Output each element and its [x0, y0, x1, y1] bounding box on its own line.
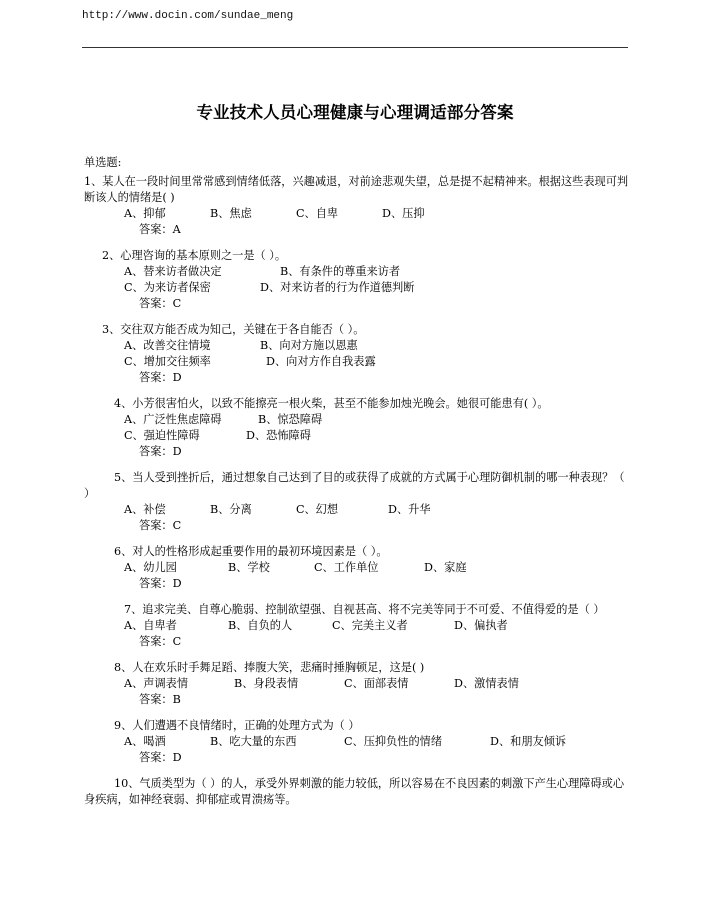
answer: 答案：D: [139, 751, 182, 764]
option-d: D、家庭: [424, 561, 467, 574]
option-b: B、学校: [228, 561, 270, 574]
section-label: 单选题:: [84, 156, 122, 169]
answer: 答案：C: [139, 519, 182, 532]
answer: 答案：C: [139, 297, 182, 310]
option-c: C、工作单位: [314, 561, 379, 574]
option-d: D、偏执者: [454, 619, 508, 632]
option-a: A、自卑者: [124, 619, 177, 632]
answer: 答案：C: [139, 635, 182, 648]
options-row: [84, 338, 630, 354]
options-row: [84, 206, 630, 222]
source-url: http://www.docin.com/sundae_meng: [82, 10, 294, 22]
document-body: [84, 155, 630, 808]
question-text: 1、某人在一段时间里常常感到情绪低落，兴趣减退，对前途悲观失望，总是提不起精神来。根据这些表现可判断该人的情绪是( ): [84, 175, 629, 204]
document-title: 专业技术人员心理健康与心理调适部分答案: [196, 103, 514, 122]
option-a: A、广泛性焦虑障碍: [124, 413, 222, 426]
question-text: 7、追求完美、自尊心脆弱、控制欲望强、自视甚高、将不完美等同于不可爱、不值得爱的是（ ）: [124, 603, 605, 616]
option-d: D、压抑: [382, 207, 425, 220]
options-row: [84, 280, 630, 296]
question-text: 6、对人的性格形成起重要作用的最初环境因素是（ ）。: [114, 545, 388, 558]
option-d: D、升华: [388, 503, 431, 516]
option-c: C、完美主义者: [332, 619, 408, 632]
question-9: [84, 718, 630, 766]
question-text: 10、气质类型为（ ）的人，承受外界刺激的能力较低，所以容易在不良因素的刺激下产生心理障碍或心身疾病，如神经衰弱、抑郁症或胃溃疡等。: [84, 777, 625, 806]
answer: 答案：D: [139, 577, 182, 590]
option-a: A、补偿: [124, 503, 166, 516]
option-d: D、激情表情: [454, 677, 519, 690]
option-c: C、压抑负性的情绪: [344, 735, 443, 748]
option-d: D、向对方作自我表露: [266, 355, 376, 368]
option-a: A、幼儿园: [124, 561, 177, 574]
option-a: A、声调表情: [124, 677, 189, 690]
options-row: [84, 264, 630, 280]
question-7: [84, 602, 630, 650]
answer: 答案：B: [139, 693, 181, 706]
question-text: 9、人们遭遇不良情绪时，正确的处理方式为（ ）: [114, 719, 360, 732]
options-row: [84, 618, 630, 634]
option-a: A、改善交往情境: [124, 339, 211, 352]
answer: 答案：D: [139, 371, 182, 384]
option-b: B、分离: [210, 503, 252, 516]
option-a: A、替来访者做决定: [124, 265, 222, 278]
option-b: B、焦虑: [210, 207, 252, 220]
option-b: B、惊恐障碍: [258, 413, 323, 426]
question-text: 2、心理咨询的基本原则之一是（ ）。: [102, 249, 287, 262]
question-4: [84, 396, 630, 460]
options-row: [84, 412, 630, 428]
options-row: [84, 676, 630, 692]
answer: 答案：D: [139, 445, 182, 458]
option-d: D、恐怖障碍: [246, 429, 311, 442]
options-row: [84, 560, 630, 576]
option-c: C、为来访者保密: [124, 281, 211, 294]
header-divider: [82, 47, 628, 48]
option-b: B、自负的人: [228, 619, 293, 632]
question-8: [84, 660, 630, 708]
option-c: C、增加交往频率: [124, 355, 211, 368]
option-b: B、向对方施以恩惠: [260, 339, 358, 352]
question-2: [84, 248, 630, 312]
question-6: [84, 544, 630, 592]
option-a: A、喝酒: [124, 735, 166, 748]
question-text: 4、小芳很害怕火，以致不能擦亮一根火柴，甚至不能参加烛光晚会。她很可能患有( ）。: [114, 397, 549, 410]
question-5: [84, 470, 630, 534]
option-c: C、幻想: [296, 503, 339, 516]
option-c: C、面部表情: [344, 677, 409, 690]
option-b: B、有条件的尊重来访者: [280, 265, 401, 278]
option-a: A、抑郁: [124, 207, 166, 220]
question-1: [84, 174, 630, 238]
option-c: C、强迫性障碍: [124, 429, 200, 442]
options-row: [84, 354, 630, 370]
options-row: [84, 428, 630, 444]
question-10: [84, 776, 630, 808]
question-text: 3、交往双方能否成为知己，关键在于各自能否（ ）。: [102, 323, 365, 336]
option-c: C、自卑: [296, 207, 339, 220]
option-d: D、对来访者的行为作道德判断: [260, 281, 415, 294]
option-d: D、和朋友倾诉: [490, 735, 567, 748]
question-text: 5、当人受到挫折后，通过想象自己达到了目的或获得了成就的方式属于心理防御机制的哪一种表现？（ ）: [84, 471, 625, 500]
question-3: [84, 322, 630, 386]
options-row: [84, 734, 630, 750]
options-row: [84, 502, 630, 518]
question-text: 8、人在欢乐时手舞足蹈、捧腹大笑，悲痛时捶胸顿足，这是( ): [114, 661, 425, 674]
answer: 答案：A: [139, 223, 181, 236]
option-b: B、身段表情: [234, 677, 299, 690]
option-b: B、吃大量的东西: [210, 735, 297, 748]
